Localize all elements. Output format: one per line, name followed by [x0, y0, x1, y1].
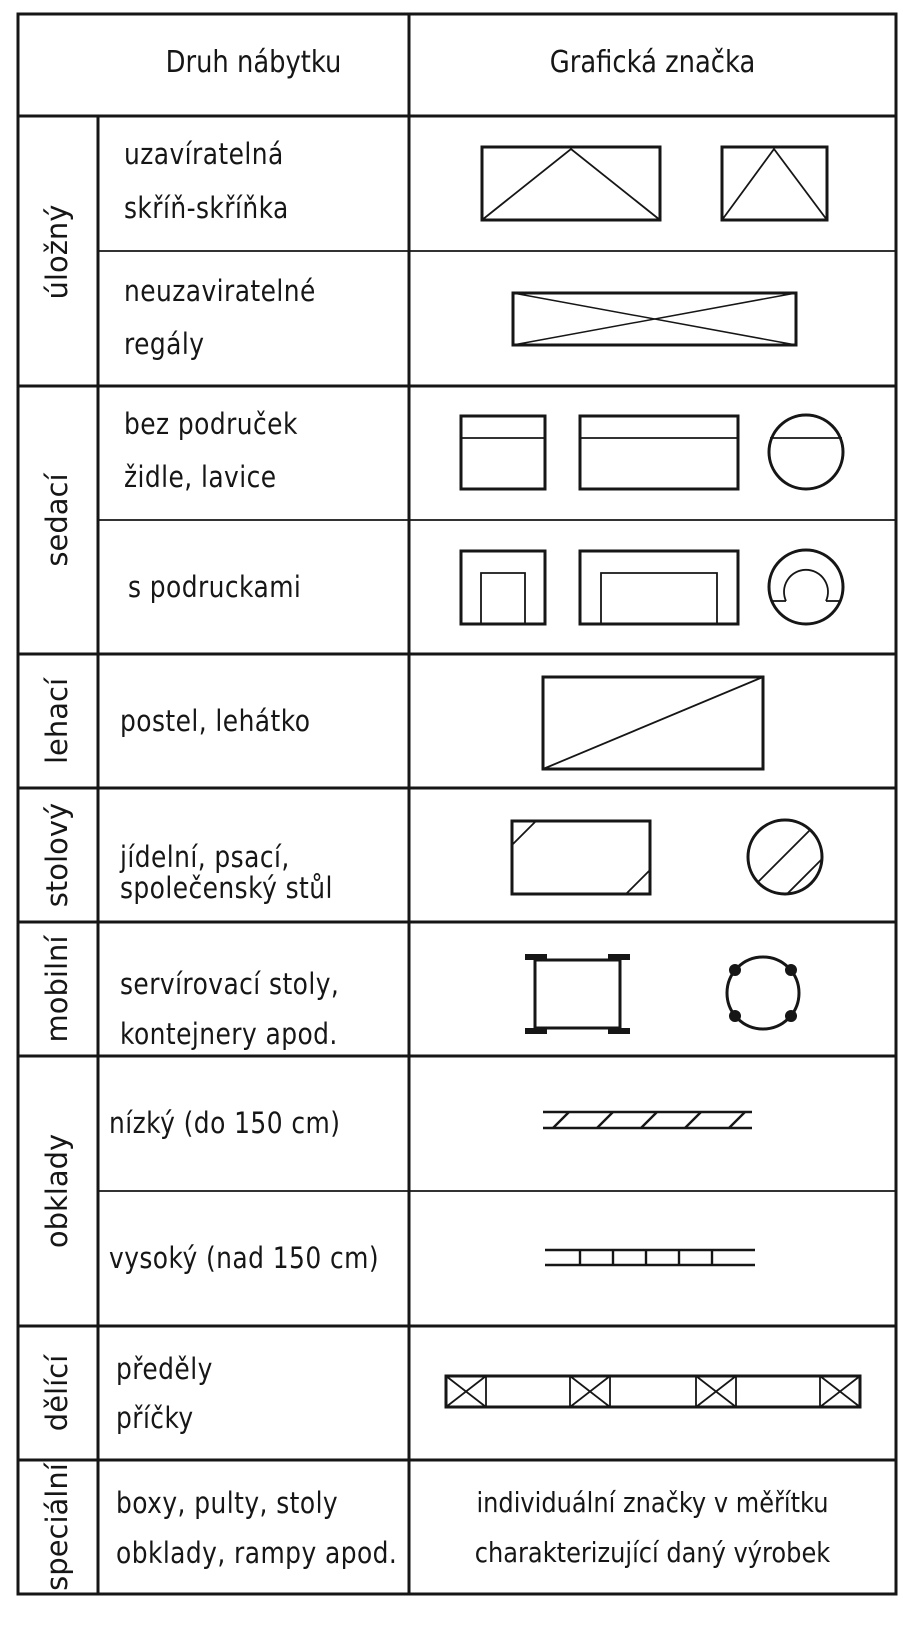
row-open-shelf-line2: regály	[124, 327, 205, 361]
low-cladding-symbol	[543, 1112, 752, 1128]
category-special: speciální	[40, 1463, 74, 1591]
category-lying: lehací	[40, 677, 74, 765]
serving-cart-symbol	[525, 957, 630, 1031]
armchair-symbol	[461, 551, 545, 624]
sofa-symbol	[580, 551, 738, 624]
row-open-shelf-line1: neuzaviratelné	[124, 274, 316, 308]
bench-symbol	[580, 416, 738, 489]
round-table-symbol	[748, 820, 822, 894]
row-mobile-line2: kontejnery apod.	[120, 1017, 338, 1051]
category-seating: sedací	[40, 473, 74, 567]
row-closed-cabinet-line2: skříň-skříňka	[124, 191, 289, 225]
row-special-line2: obklady, rampy apod.	[116, 1536, 398, 1570]
special-note-line1: individuální značky v měřítku	[476, 1486, 829, 1519]
row-special-line1: boxy, pulty, stoly	[116, 1486, 339, 1520]
round-armchair-symbol	[769, 550, 843, 624]
row-partition-line2: příčky	[116, 1401, 194, 1435]
row-table-line1: jídelní, psací,	[120, 840, 290, 874]
closed-wardrobe-symbol	[482, 147, 660, 220]
open-shelf-symbol	[513, 293, 796, 345]
row-high-cladding: vysoký (nad 150 cm)	[109, 1241, 380, 1275]
category-storage: úložný	[40, 204, 74, 300]
category-cladding: obklady	[40, 1133, 74, 1249]
category-tables: stolový	[40, 802, 74, 908]
special-note-line2: charakterizující daný výrobek	[474, 1536, 831, 1569]
partition-symbol	[446, 1376, 860, 1407]
row-mobile-line1: servírovací stoly,	[120, 967, 340, 1001]
row-low-cladding: nízký (do 150 cm)	[109, 1106, 341, 1140]
category-dividing: dělící	[40, 1354, 74, 1432]
stool-symbol	[769, 415, 843, 489]
row-no-armrest-line1: bez područek	[124, 407, 298, 441]
closed-cabinet-symbol	[722, 147, 827, 220]
row-table-line2: společenský stůl	[120, 871, 333, 905]
chair-symbol	[461, 416, 545, 489]
row-with-armrest: s podruckami	[128, 570, 302, 604]
row-bed: postel, lehátko	[120, 704, 311, 738]
row-partition-line1: předěly	[116, 1352, 213, 1386]
category-mobile: mobilní	[40, 935, 74, 1043]
high-cladding-symbol	[545, 1250, 755, 1265]
header-graphic-symbol: Grafická značka	[549, 45, 756, 80]
round-container-symbol	[727, 957, 799, 1029]
rectangular-table-symbol	[512, 821, 650, 894]
bed-symbol	[543, 677, 763, 769]
header-furniture-type: Druh nábytku	[165, 45, 342, 80]
row-no-armrest-line2: židle, lavice	[124, 460, 277, 494]
row-closed-cabinet-line1: uzavíratelná	[124, 137, 284, 171]
